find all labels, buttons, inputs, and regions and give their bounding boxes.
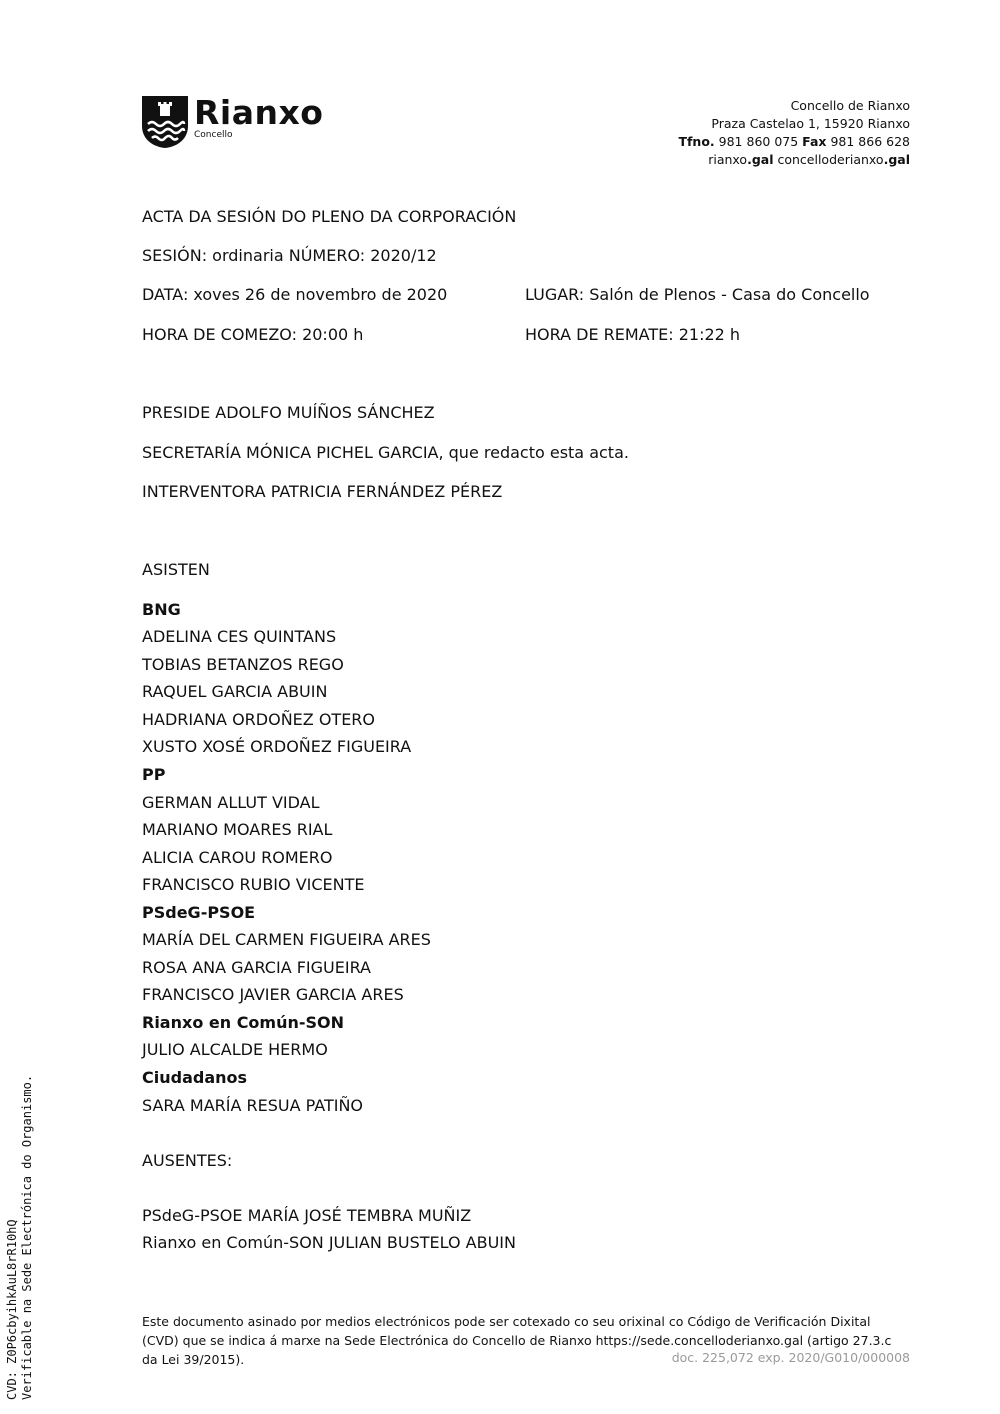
- session-start-time: HORA DE COMEZO: 20:00 h: [142, 325, 364, 344]
- secretaria-line: SECRETARÍA MÓNICA PICHEL GARCIA, que redacto esta acta.: [142, 443, 629, 462]
- verification-notice: Este documento asinado por medios electrónicos pode ser cotexado co seu orixinal co Código de Verificación Dixital (CVD) que se indica á marxe na Sede Electrónica do Concello de Rianxo https://sede.concelloderianxo.gal (artigo 27.3.c da Lei 39/2015).: [142, 1314, 892, 1367]
- member-name: ALICIA CAROU ROMERO: [142, 848, 333, 867]
- logo-subtitle: Concello: [194, 130, 233, 140]
- party-name: PP: [142, 765, 166, 784]
- fax-label: Fax: [802, 134, 827, 149]
- session-date: DATA: xoves 26 de novembro de 2020: [142, 285, 448, 304]
- phone-number: 981 860 075: [718, 134, 799, 149]
- attendees-heading: ASISTEN: [142, 560, 210, 579]
- cvd-code: CVD: Z0P6cbyihkAuL8rR10hQ: [5, 1219, 19, 1400]
- session-number: SESIÓN: ordinaria NÚMERO: 2020/12: [142, 246, 437, 265]
- contact-name: Concello de Rianxo: [790, 98, 910, 113]
- preside-line: PRESIDE ADOLFO MUÍÑOS SÁNCHEZ: [142, 403, 435, 422]
- session-place: LUGAR: Salón de Plenos - Casa do Concello: [525, 285, 870, 304]
- member-name: ADELINA CES QUINTANS: [142, 627, 337, 646]
- cvd-side-text: [5, 1075, 35, 1400]
- interventora-line: INTERVENTORA PATRICIA FERNÁNDEZ PÉREZ: [142, 482, 503, 501]
- document-title: ACTA DA SESIÓN DO PLENO DA CORPORACIÓN: [142, 207, 517, 226]
- contact-web-line: [678, 151, 910, 169]
- member-name: FRANCISCO RUBIO VICENTE: [142, 875, 365, 894]
- logo-name: Rianxo: [194, 93, 324, 132]
- concello-logo: [142, 93, 324, 148]
- document-reference: doc. 225,072 exp. 2020/G010/000008: [671, 1350, 910, 1365]
- party-name: Ciudadanos: [142, 1068, 248, 1087]
- web-link-1[interactable]: rianxo.gal: [708, 152, 774, 167]
- member-name: SARA MARÍA RESUA PATIÑO: [142, 1096, 364, 1115]
- cvd-verify: Verificable na Sede Electrónica do Organismo.: [20, 1074, 34, 1400]
- contact-address: Praza Castelao 1, 15920 Rianxo: [711, 116, 910, 131]
- absentees-heading: AUSENTES:: [142, 1151, 233, 1170]
- member-name: TOBIAS BETANZOS REGO: [142, 655, 344, 674]
- member-name: MARIANO MOARES RIAL: [142, 820, 333, 839]
- party-name: PSdeG-PSOE: [142, 903, 256, 922]
- member-name: FRANCISCO JAVIER GARCIA ARES: [142, 985, 404, 1004]
- party-name: Rianxo en Común-SON: [142, 1013, 345, 1032]
- web-link-2[interactable]: concelloderianxo.gal: [777, 152, 910, 167]
- coat-of-arms-icon: [142, 96, 188, 148]
- absentee-line: Rianxo en Común-SON JULIAN BUSTELO ABUIN: [142, 1233, 516, 1252]
- fax-number: 981 866 628: [830, 134, 910, 149]
- member-name: HADRIANA ORDOÑEZ OTERO: [142, 710, 376, 729]
- absentee-line: PSdeG-PSOE MARÍA JOSÉ TEMBRA MUÑIZ: [142, 1206, 472, 1225]
- session-end-time: HORA DE REMATE: 21:22 h: [525, 325, 741, 344]
- member-name: XUSTO XOSÉ ORDOÑEZ FIGUEIRA: [142, 737, 412, 756]
- party-name: BNG: [142, 600, 181, 619]
- member-name: MARÍA DEL CARMEN FIGUEIRA ARES: [142, 930, 431, 949]
- contact-block: [678, 97, 910, 169]
- member-name: ROSA ANA GARCIA FIGUEIRA: [142, 958, 371, 977]
- phone-label: Tfno.: [678, 134, 715, 149]
- member-name: GERMAN ALLUT VIDAL: [142, 793, 320, 812]
- contact-phone-line: [678, 133, 910, 151]
- member-name: JULIO ALCALDE HERMO: [142, 1040, 328, 1059]
- member-name: RAQUEL GARCIA ABUIN: [142, 682, 328, 701]
